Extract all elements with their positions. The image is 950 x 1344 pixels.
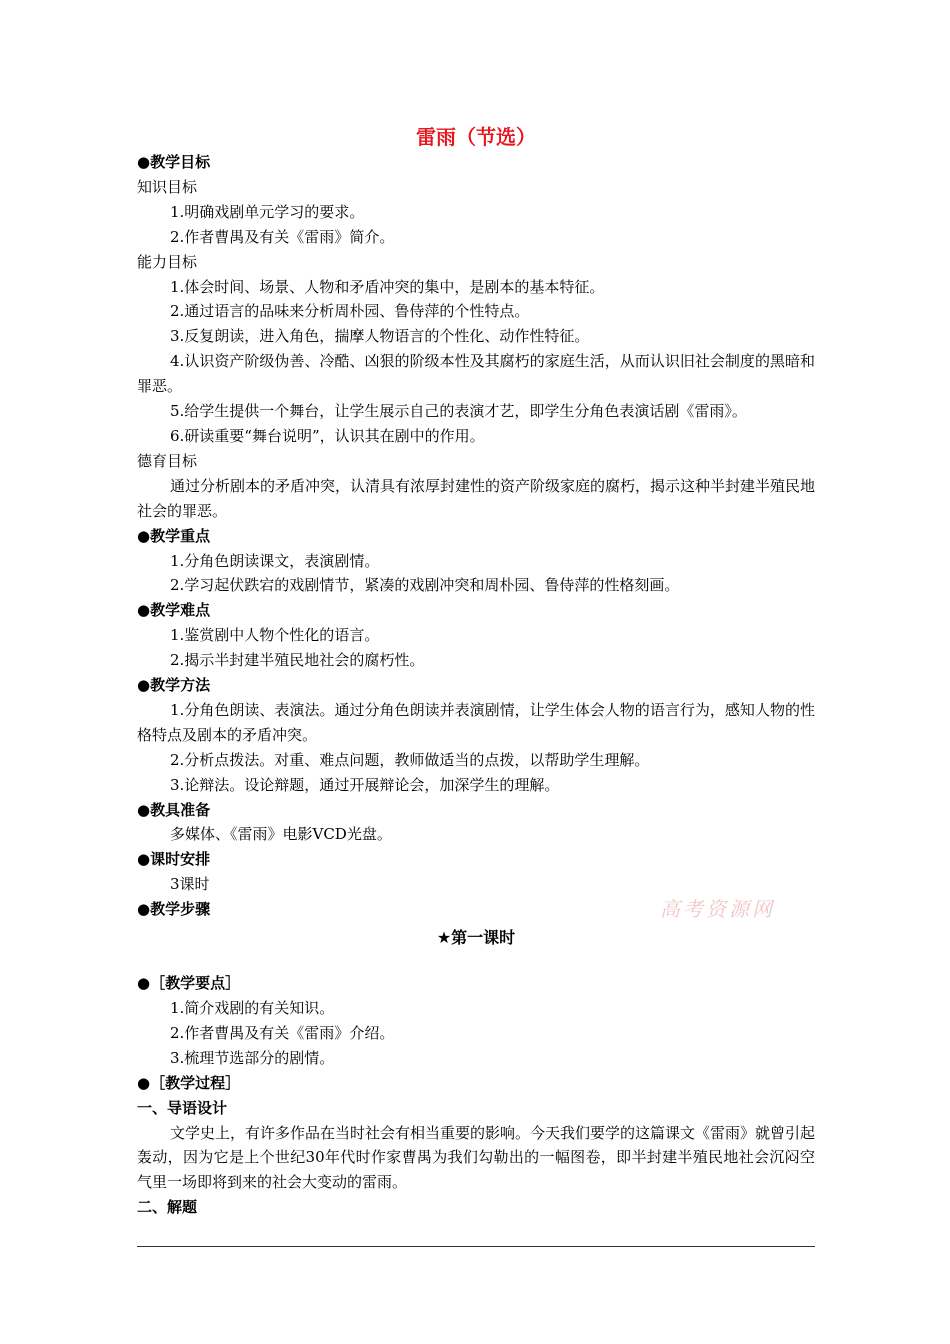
list-item: 2.学习起伏跌宕的戏剧情节，紧凑的戏剧冲突和周朴园、鲁侍萍的性格刻画。 (170, 576, 680, 595)
list-item: 2.揭示半封建半殖民地社会的腐朽性。 (170, 651, 425, 670)
list-item: 1.分角色朗读、表演法。通过分角色朗读并表演剧情，让学生体会人物的语言行为，感知人物的性格特点及剧本的矛盾冲突。 (137, 700, 815, 744)
list-item: 5.给学生提供一个舞台，让学生展示自己的表演才艺，即学生分角色表演话剧《雷雨》。 (170, 402, 747, 421)
document-title: 雷雨（节选） (416, 125, 536, 149)
intro-heading: 一、导语设计 (137, 1098, 228, 1117)
list-item: 1.简介戏剧的有关知识。 (170, 999, 335, 1017)
list-item: 3.论辩法。设论辩题，通过开展辩论会，加深学生的理解。 (170, 775, 560, 794)
section-heading-tools: ●教具准备 (137, 800, 211, 819)
list-item: 1.鉴赏剧中人物个性化的语言。 (170, 626, 380, 645)
list-item: 2.分析点拨法。对重、难点问题，教师做适当的点拨，以帮助学生理解。 (170, 750, 650, 769)
section-heading-goals: ●教学目标 (137, 153, 211, 171)
section-heading-hours: ●课时安排 (137, 850, 211, 869)
list-item: 3.反复朗读，进入角色，揣摩人物语言的个性化、动作性特征。 (170, 327, 590, 346)
document-body (137, 124, 815, 1220)
list-item: 3.梳理节选部分的剧情。 (170, 1048, 335, 1067)
subheading-moral: 德育目标 (137, 451, 198, 470)
list-item: 1.体会时间、场景、人物和矛盾冲突的集中，是剧本的基本特征。 (170, 277, 605, 296)
section-heading-focus: ●教学重点 (137, 526, 211, 545)
footer-divider (137, 1246, 815, 1247)
section-heading-difficulty: ●教学难点 (137, 601, 211, 620)
intro-paragraph: 文学史上，有许多作品在当时社会有相当重要的影响。今天我们要学的这篇课文《雷雨》就曾引起轰动，因为它是上个世纪30年代时作家曹禺为我们勾勒出的一幅图卷，即半封建半殖民地社会沉闷空气里一场即将到来的社会大变动的雷雨。 (137, 1123, 816, 1192)
list-item: 6.研读重要“舞台说明”，认识其在剧中的作用。 (170, 426, 485, 445)
lesson-title: ★第一课时 (436, 928, 516, 948)
list-item: 4.认识资产阶级伪善、冷酷、凶狠的阶级本性及其腐朽的家庭生活，从而认识旧社会制度的黑暗和罪恶。 (137, 352, 815, 396)
subheading-ability: 能力目标 (137, 252, 198, 271)
hours-text: 3课时 (170, 875, 210, 894)
section-heading-steps: ●教学步骤 (137, 900, 211, 919)
moral-paragraph: 通过分析剧本的矛盾冲突，认清具有浓厚封建性的资产阶级家庭的腐朽，揭示这种半封建半殖民地社会的罪恶。 (137, 476, 816, 520)
solve-heading: 二、解题 (137, 1198, 198, 1217)
lesson-points-heading: ●［教学要点］ (137, 974, 241, 993)
list-item: 2.作者曹禺及有关《雷雨》简介。 (170, 227, 395, 246)
list-item: 1.分角色朗读课文，表演剧情。 (170, 551, 380, 570)
list-item: 2.通过语言的品味来分析周朴园、鲁侍萍的个性特点。 (170, 302, 530, 321)
lesson-process-heading: ●［教学过程］ (137, 1073, 241, 1092)
subheading-knowledge: 知识目标 (137, 177, 198, 196)
list-item: 2.作者曹禺及有关《雷雨》介绍。 (170, 1023, 395, 1042)
tools-text: 多媒体、《雷雨》电影VCD光盘。 (170, 825, 392, 844)
section-heading-method: ●教学方法 (137, 676, 211, 695)
watermark-logo: 高考资源网 (660, 897, 775, 921)
list-item: 1.明确戏剧单元学习的要求。 (170, 202, 365, 221)
